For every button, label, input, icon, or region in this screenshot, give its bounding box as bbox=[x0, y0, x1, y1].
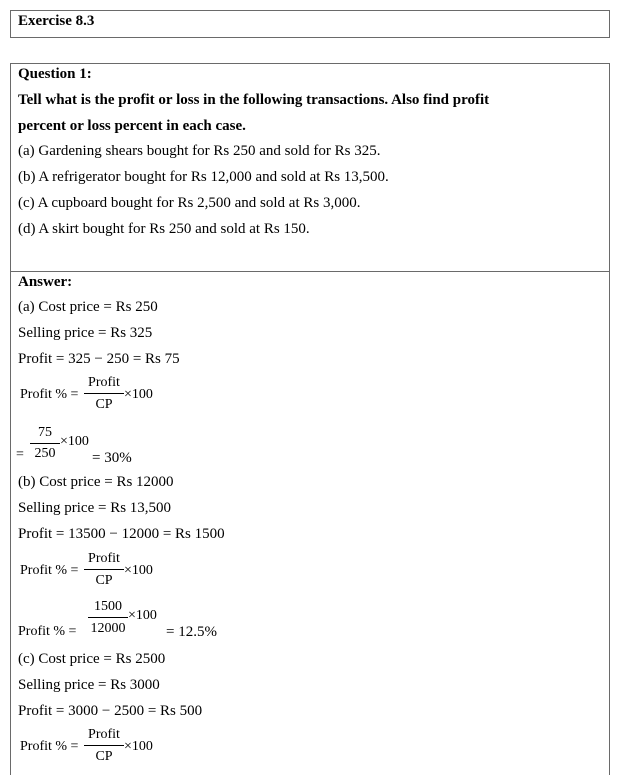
question-prompt-line1: Tell what is the profit or loss in the following transactions. Also find profit bbox=[18, 92, 490, 108]
formula-lhs: Profit % = bbox=[20, 387, 79, 402]
formula-times: ×100 bbox=[124, 387, 153, 402]
fraction-bar bbox=[84, 393, 124, 394]
exercise-title: Exercise 8.3 bbox=[18, 13, 95, 29]
formula-times: ×100 bbox=[124, 739, 153, 754]
question-part-a: (a) Gardening shears bought for Rs 250 and sold for Rs 325. bbox=[18, 143, 381, 159]
question-prompt-line2: percent or loss percent in each case. bbox=[18, 118, 246, 134]
answer-b-selling-price: Selling price = Rs 13,500 bbox=[18, 500, 172, 516]
formula-numerator: Profit bbox=[88, 375, 120, 390]
answer-b-cost-price: (b) Cost price = Rs 12000 bbox=[18, 474, 174, 490]
fraction-bar bbox=[84, 569, 124, 570]
formula-denominator: CP bbox=[95, 573, 113, 588]
calc-a-equals: = bbox=[16, 447, 24, 462]
answer-c-selling-price: Selling price = Rs 3000 bbox=[18, 677, 160, 693]
fraction-bar bbox=[88, 617, 128, 618]
profit-percent-formula-b bbox=[20, 552, 160, 590]
profit-percent-formula-a bbox=[20, 376, 160, 414]
calc-a-times: ×100 bbox=[60, 434, 89, 449]
question-part-d: (d) A skirt bought for Rs 250 and sold at Rs 150. bbox=[18, 221, 310, 237]
formula-numerator: Profit bbox=[88, 727, 120, 742]
answer-c-profit: Profit = 3000 − 2500 = Rs 500 bbox=[18, 703, 203, 719]
answer-a-selling-price: Selling price = Rs 325 bbox=[18, 325, 153, 341]
question-answer-divider bbox=[10, 271, 610, 272]
answer-c-cost-price: (c) Cost price = Rs 2500 bbox=[18, 651, 166, 667]
exercise-title-box bbox=[10, 10, 610, 38]
calc-a-denominator: 250 bbox=[34, 446, 56, 461]
calc-b-lhs: Profit % = bbox=[18, 624, 77, 639]
profit-percent-calc-b bbox=[18, 600, 238, 642]
formula-times: ×100 bbox=[124, 563, 153, 578]
calc-b-denominator: 12000 bbox=[90, 621, 126, 636]
calc-b-numerator: 1500 bbox=[94, 599, 122, 614]
profit-percent-formula-c bbox=[20, 728, 160, 766]
question-label: Question 1: bbox=[18, 66, 92, 82]
answer-label: Answer: bbox=[18, 274, 73, 290]
formula-numerator: Profit bbox=[88, 551, 120, 566]
fraction-bar bbox=[30, 443, 60, 444]
formula-lhs: Profit % = bbox=[20, 739, 79, 754]
formula-denominator: CP bbox=[95, 749, 113, 764]
formula-denominator: CP bbox=[95, 397, 113, 412]
calc-b-result: = 12.5% bbox=[166, 624, 217, 640]
answer-b-profit: Profit = 13500 − 12000 = Rs 1500 bbox=[18, 526, 225, 542]
answer-a-cost-price: (a) Cost price = Rs 250 bbox=[18, 299, 158, 315]
question-part-c: (c) A cupboard bought for Rs 2,500 and sold at Rs 3,000. bbox=[18, 195, 361, 211]
fraction-bar bbox=[84, 745, 124, 746]
answer-a-profit: Profit = 325 − 250 = Rs 75 bbox=[18, 351, 180, 367]
calc-a-numerator: 75 bbox=[38, 425, 52, 440]
formula-lhs: Profit % = bbox=[20, 563, 79, 578]
profit-percent-calc-a bbox=[16, 426, 176, 466]
calc-a-result: = 30% bbox=[92, 450, 132, 466]
question-part-b: (b) A refrigerator bought for Rs 12,000 and sold at Rs 13,500. bbox=[18, 169, 389, 185]
calc-b-times: ×100 bbox=[128, 608, 157, 623]
